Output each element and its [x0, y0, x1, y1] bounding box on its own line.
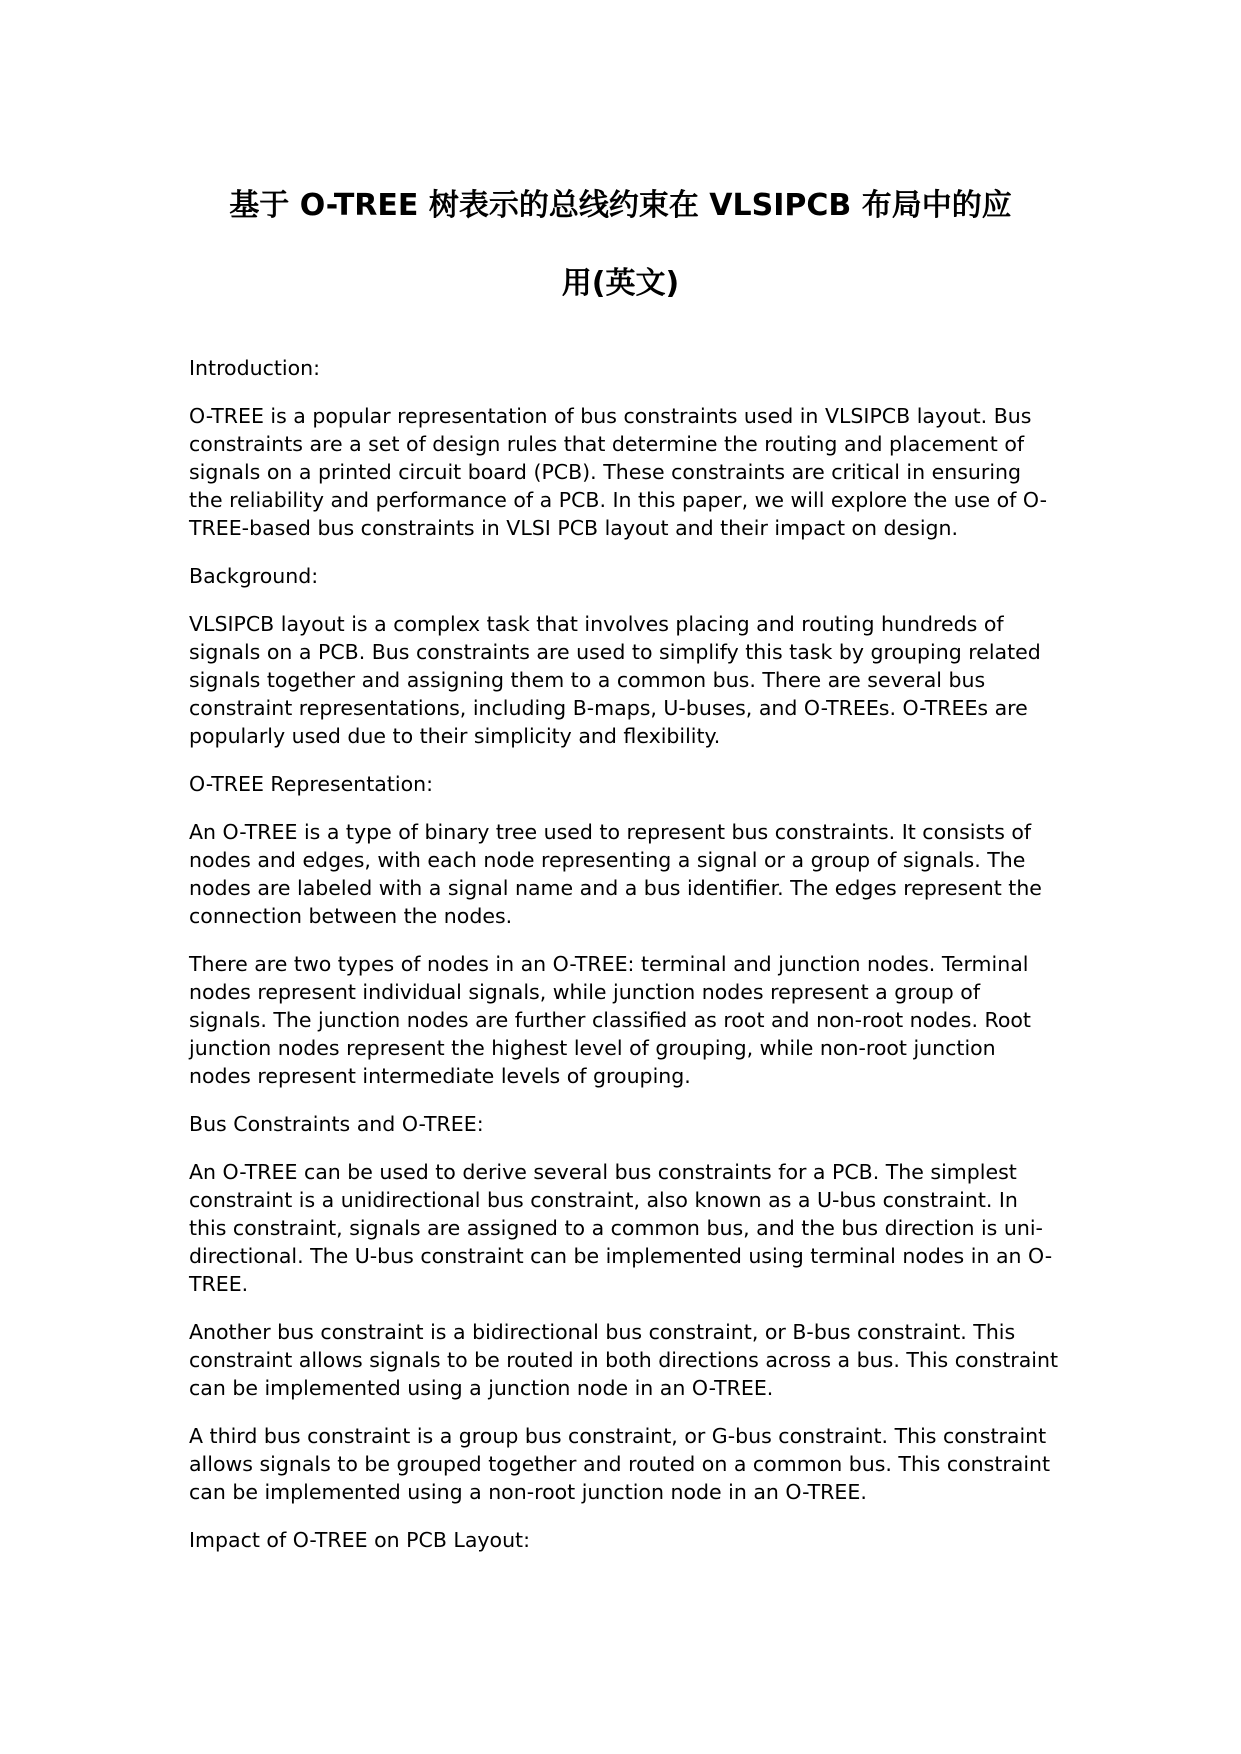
paragraph-introduction: O-TREE is a popular representation of bus constraints used in VLSIPCB layout. Bus constraints are a set of design rules that determine the routing and placement of signals on a printed circuit board (PCB). These constraints are critical in ensuring the reliability and performance of a PCB. In this paper, we will explore the use of O-TREE-based bus constraints in VLSI PCB layout and their impact on design. [189, 404, 1047, 540]
document-title-line2: 用(英文) [561, 266, 680, 301]
document-title-line1: 基于 O-TREE 树表示的总线约束在 VLSIPCB 布局中的应 [229, 188, 1012, 223]
document-body [189, 354, 1059, 1574]
paragraph-bus-2: Another bus constraint is a bidirectional bus constraint, or B-bus constraint. This constraint allows signals to be routed in both directions across a bus. This constraint can be implemented using a junction node in an O-TREE. [189, 1320, 1058, 1400]
paragraph-bus-3: A third bus constraint is a group bus constraint, or G-bus constraint. This constraint allows signals to be grouped together and routed on a common bus. This constraint can be implemented using a non-root junction node in an O-TREE. [189, 1424, 1051, 1504]
section-heading-otree-representation: O-TREE Representation: [189, 772, 434, 796]
paragraph-otree-2: There are two types of nodes in an O-TREE: terminal and junction nodes. Terminal nodes represent individual signals, while junction nodes represent a group of signals. The junction nodes are further classified as root and non-root nodes. Root junction nodes represent the highest level of grouping, while non-root junction nodes represent intermediate levels of grouping. [189, 952, 1031, 1088]
section-heading-bus-constraints: Bus Constraints and O-TREE: [189, 1112, 484, 1136]
paragraph-bus-1: An O-TREE can be used to derive several bus constraints for a PCB. The simplest constraint is a unidirectional bus constraint, also known as a U-bus constraint. In this constraint, signals are assigned to a common bus, and the bus direction is uni-directional. The U-bus constraint can be implemented using terminal nodes in an O-TREE. [189, 1160, 1053, 1296]
paragraph-background: VLSIPCB layout is a complex task that involves placing and routing hundreds of signals on a PCB. Bus constraints are used to simplify this task by grouping related signals together and assigning them to a common bus. There are several bus constraint representations, including B-maps, U-buses, and O-TREEs. O-TREEs are popularly used due to their simplicity and flexibility. [189, 612, 1041, 748]
section-heading-background: Background: [189, 564, 319, 588]
section-heading-impact: Impact of O-TREE on PCB Layout: [189, 1528, 531, 1552]
paragraph-otree-1: An O-TREE is a type of binary tree used to represent bus constraints. It consists of nodes and edges, with each node representing a signal or a group of signals. The nodes are labeled with a signal name and a bus identifier. The edges represent the connection between the nodes. [189, 820, 1042, 928]
section-heading-introduction: Introduction: [189, 356, 321, 380]
